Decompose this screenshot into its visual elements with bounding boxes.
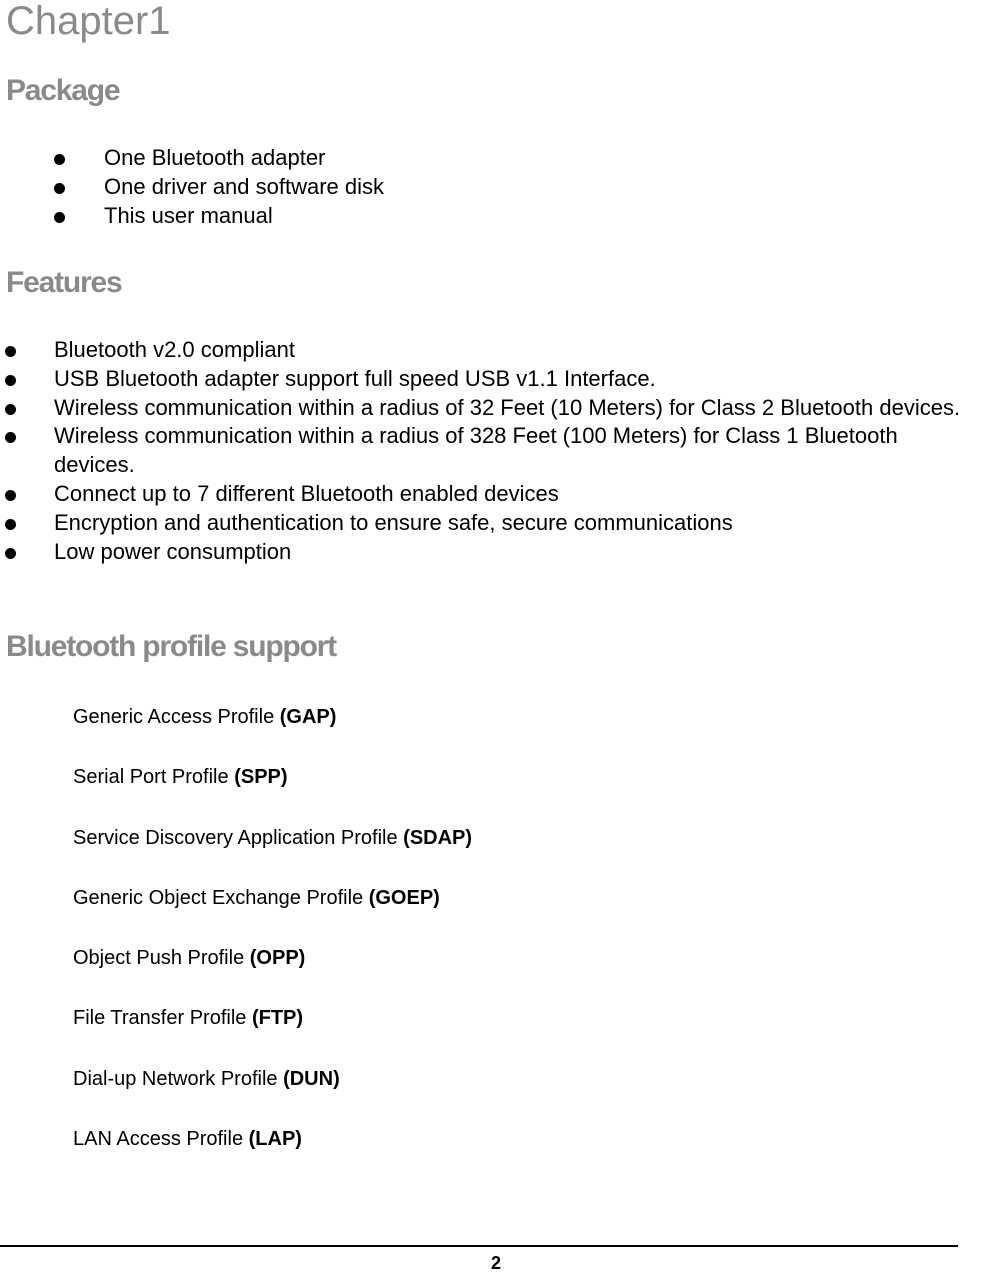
list-item bbox=[0, 144, 960, 173]
list-item bbox=[0, 509, 981, 538]
list-item-text: Bluetooth v2.0 compliant bbox=[54, 337, 295, 362]
list-item-text: One driver and software disk bbox=[104, 173, 385, 199]
package-list bbox=[0, 144, 960, 230]
chapter-title: Chapter1 bbox=[6, 0, 171, 43]
profile-item bbox=[73, 1004, 472, 1064]
profile-abbr: (DUN) bbox=[283, 1067, 340, 1090]
profile-item bbox=[73, 1065, 472, 1125]
footer-divider bbox=[0, 1245, 958, 1247]
bullet-icon bbox=[54, 212, 65, 223]
profile-abbr: (SDAP) bbox=[403, 826, 473, 849]
list-item bbox=[0, 422, 981, 480]
list-item-text: USB Bluetooth adapter support full speed USB v1.1 Interface. bbox=[54, 365, 656, 391]
list-item bbox=[0, 394, 981, 423]
bullet-icon bbox=[5, 404, 16, 415]
profile-name: Dial-up Network Profile bbox=[73, 1067, 278, 1090]
profile-name: Object Push Profile bbox=[73, 947, 245, 970]
profile-name: Generic Access Profile bbox=[73, 706, 275, 728]
list-item-text: This user manual bbox=[104, 202, 273, 228]
profile-item bbox=[73, 944, 472, 1004]
profile-abbr: (SPP) bbox=[234, 766, 288, 789]
list-item bbox=[0, 480, 981, 509]
profile-item bbox=[73, 824, 472, 884]
list-item-text: Wireless communication within a radius of 328 Feet (100 Meters) for Class 1 Bluetooth devices. bbox=[54, 423, 898, 478]
bullet-icon bbox=[5, 548, 16, 559]
package-heading: Package bbox=[6, 74, 120, 107]
profile-item bbox=[73, 884, 472, 944]
bullet-icon bbox=[54, 154, 65, 165]
list-item-text: Connect up to 7 different Bluetooth enabled devices bbox=[54, 480, 559, 506]
profile-item bbox=[73, 1125, 472, 1185]
profile-item bbox=[73, 703, 472, 763]
profiles-list bbox=[73, 703, 472, 1185]
profile-abbr: (LAP) bbox=[248, 1128, 302, 1151]
profile-abbr: (GAP) bbox=[279, 706, 337, 728]
list-item bbox=[0, 538, 981, 567]
bullet-icon bbox=[5, 375, 16, 386]
profile-item bbox=[73, 763, 472, 823]
profile-abbr: (OPP) bbox=[249, 947, 306, 970]
profile-name: LAN Access Profile bbox=[73, 1128, 244, 1151]
list-item bbox=[0, 336, 981, 365]
list-item-text: Low power consumption bbox=[54, 538, 292, 564]
bullet-icon bbox=[5, 346, 16, 357]
page-number: 2 bbox=[491, 1253, 502, 1273]
profile-abbr: (FTP) bbox=[251, 1007, 304, 1030]
profile-name: File Transfer Profile bbox=[73, 1007, 247, 1030]
profiles-heading: Bluetooth profile support bbox=[6, 630, 336, 663]
profile-name: Serial Port Profile bbox=[73, 766, 229, 789]
profile-name: Service Discovery Application Profile bbox=[73, 826, 398, 849]
bullet-icon bbox=[54, 183, 65, 194]
list-item-text: Wireless communication within a radius of 32 Feet (10 Meters) for Class 2 Bluetooth devices. bbox=[54, 394, 961, 420]
profile-name: Generic Object Exchange Profile bbox=[73, 886, 364, 909]
bullet-icon bbox=[5, 519, 16, 530]
list-item-text: Encryption and authentication to ensure safe, secure communications bbox=[54, 509, 733, 535]
list-item-text: One Bluetooth adapter bbox=[104, 145, 326, 170]
features-list bbox=[0, 336, 981, 566]
features-heading: Features bbox=[6, 266, 122, 299]
list-item bbox=[0, 202, 960, 231]
profile-abbr: (GOEP) bbox=[368, 886, 440, 909]
list-item bbox=[0, 365, 981, 394]
bullet-icon bbox=[5, 490, 16, 501]
bullet-icon bbox=[5, 432, 16, 443]
list-item bbox=[0, 173, 960, 202]
